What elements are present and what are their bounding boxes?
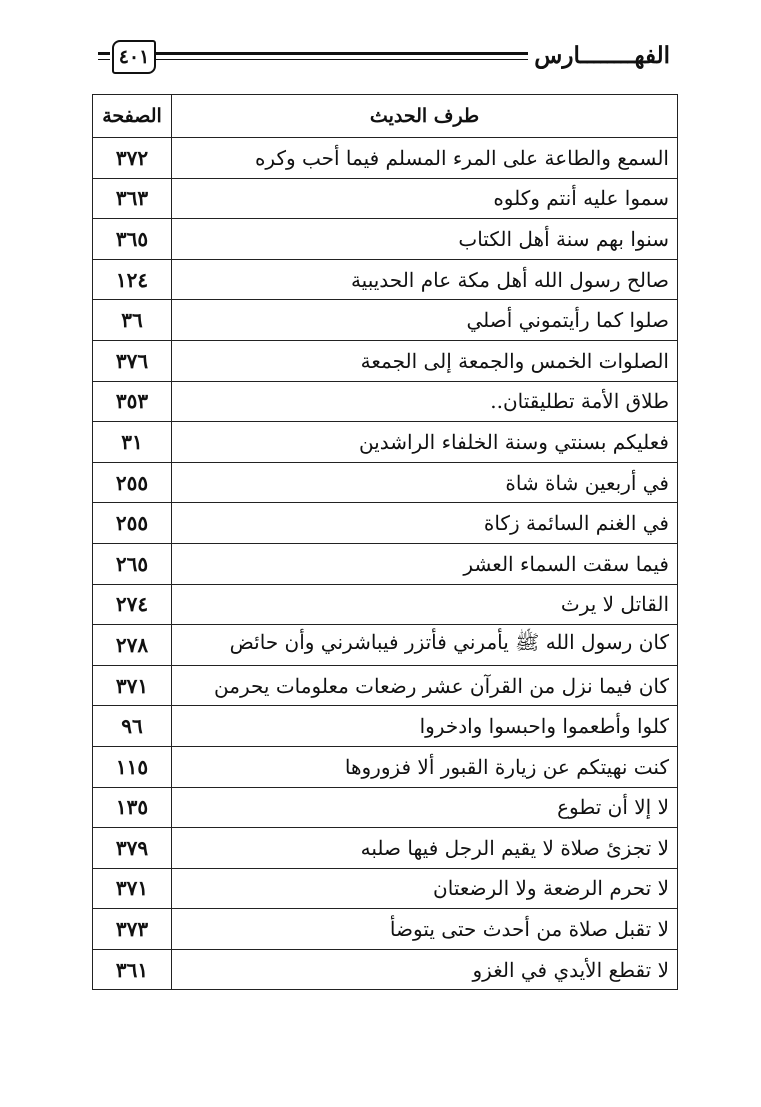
- hadith-cell: لا تجزئ صلاة لا يقيم الرجل فيها صلبه: [172, 828, 678, 869]
- table-row: [93, 868, 678, 909]
- hadith-cell: طلاق الأمة تطليقتان..: [172, 381, 678, 422]
- hadith-cell: صالح رسول الله أهل مكة عام الحديبية: [172, 259, 678, 300]
- column-header-page: الصفحة: [93, 95, 172, 138]
- hadith-cell: في أربعين شاة شاة: [172, 462, 678, 503]
- page-cell: ٢٦٥: [93, 543, 172, 584]
- section-title: الفهــــــــارس: [534, 42, 670, 69]
- table-row: [93, 665, 678, 706]
- table-row: [93, 462, 678, 503]
- hadith-cell: لا إلا أن تطوع: [172, 787, 678, 828]
- hadith-cell: فيما سقت السماء العشر: [172, 543, 678, 584]
- page-cell: ١١٥: [93, 746, 172, 787]
- hadith-cell: سموا عليه أنتم وكلوه: [172, 178, 678, 219]
- table-row: [93, 503, 678, 544]
- table-row: [93, 787, 678, 828]
- table-row: [93, 584, 678, 625]
- hadith-cell: كان رسول الله ﷺ يأمرني فأتزر فيباشرني وأن حائض: [172, 625, 678, 666]
- page-cell: ٣٧٣: [93, 909, 172, 950]
- header-rule: [156, 52, 528, 55]
- page-cell: ٣٦٥: [93, 219, 172, 260]
- hadith-cell: الصلوات الخمس والجمعة إلى الجمعة: [172, 340, 678, 381]
- page-cell: ٣٥٣: [93, 381, 172, 422]
- hadith-cell: لا تحرم الرضعة ولا الرضعتان: [172, 868, 678, 909]
- table-row: [93, 949, 678, 990]
- table-row: [93, 138, 678, 179]
- hadith-cell: كلوا وأطعموا واحبسوا وادخروا: [172, 706, 678, 747]
- page-cell: ٢٥٥: [93, 462, 172, 503]
- page-cell: ٢٧٨: [93, 625, 172, 666]
- hadith-cell: صلوا كما رأيتموني أصلي: [172, 300, 678, 341]
- hadith-cell: القاتل لا يرث: [172, 584, 678, 625]
- page-cell: ٣٧١: [93, 868, 172, 909]
- hadith-index-table: [92, 94, 678, 990]
- hadith-cell: كان فيما نزل من القرآن عشر رضعات معلومات يحرمن: [172, 665, 678, 706]
- table-row: [93, 543, 678, 584]
- page-cell: ٣٧١: [93, 665, 172, 706]
- page-cell: ٣٧٩: [93, 828, 172, 869]
- table-body: [93, 138, 678, 990]
- table-row: [93, 909, 678, 950]
- hadith-cell: السمع والطاعة على المرء المسلم فيما أحب وكره: [172, 138, 678, 179]
- table-row: [93, 746, 678, 787]
- hadith-cell: سنوا بهم سنة أهل الكتاب: [172, 219, 678, 260]
- table-row: [93, 340, 678, 381]
- page-cell: ٣٧٢: [93, 138, 172, 179]
- header-rule-end: [98, 52, 110, 55]
- hadith-cell: كنت نهيتكم عن زيارة القبور ألا فزوروها: [172, 746, 678, 787]
- column-header-hadith: طرف الحديث: [172, 95, 678, 138]
- table-row: [93, 625, 678, 666]
- table-row: [93, 178, 678, 219]
- table-row: [93, 300, 678, 341]
- page-cell: ٢٧٤: [93, 584, 172, 625]
- page-cell: ٢٥٥: [93, 503, 172, 544]
- table-row: [93, 828, 678, 869]
- header-rule-end-thin: [98, 59, 110, 60]
- page-cell: ٣٦: [93, 300, 172, 341]
- page-cell: ٣٧٦: [93, 340, 172, 381]
- page-number: ٤٠١: [112, 40, 156, 74]
- header-rule-thin: [156, 59, 528, 60]
- table-row: [93, 381, 678, 422]
- page-header: [98, 38, 678, 78]
- page-cell: ٣٦٣: [93, 178, 172, 219]
- table-row: [93, 422, 678, 463]
- table-row: [93, 259, 678, 300]
- table-row: [93, 706, 678, 747]
- hadith-cell: لا تقبل صلاة من أحدث حتى يتوضأ: [172, 909, 678, 950]
- page-cell: ٩٦: [93, 706, 172, 747]
- table-row: [93, 219, 678, 260]
- hadith-cell: فعليكم بسنتي وسنة الخلفاء الراشدين: [172, 422, 678, 463]
- page-cell: ١٣٥: [93, 787, 172, 828]
- hadith-cell: في الغنم السائمة زكاة: [172, 503, 678, 544]
- page-cell: ٣٦١: [93, 949, 172, 990]
- page-cell: ١٢٤: [93, 259, 172, 300]
- hadith-cell: لا تقطع الأيدي في الغزو: [172, 949, 678, 990]
- page-cell: ٣١: [93, 422, 172, 463]
- table-header-row: [93, 95, 678, 138]
